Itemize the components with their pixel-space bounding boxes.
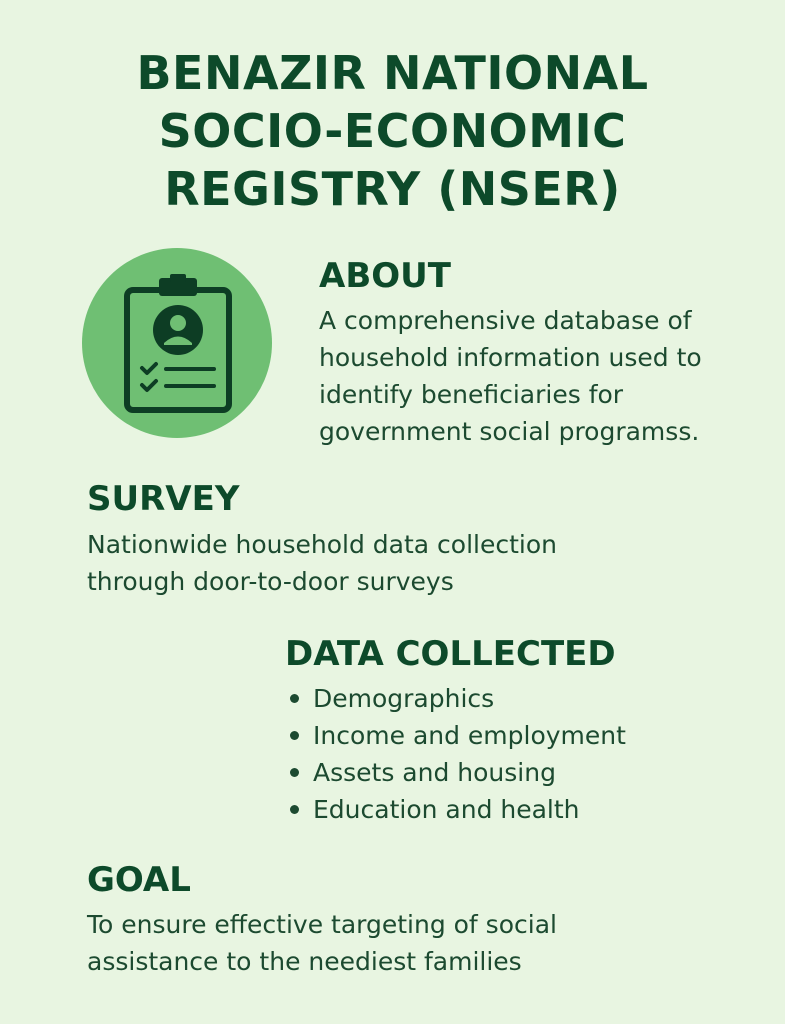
about-line: government social programss. — [319, 417, 700, 446]
profile-head — [170, 315, 186, 331]
title-line-1: BENAZIR NATIONAL — [136, 46, 649, 100]
survey-line: Nationwide household data collection — [87, 530, 557, 559]
title-line-2: SOCIO-ECONOMIC — [158, 104, 627, 158]
title-line-3: REGISTRY (NSER) — [164, 162, 621, 216]
goal-text — [87, 906, 557, 980]
about-line: identify beneficiaries for — [319, 380, 624, 409]
goal-heading: GOAL — [87, 860, 191, 900]
survey-heading: SURVEY — [87, 479, 240, 519]
list-item: Demographics — [287, 680, 626, 717]
checkmark-icon — [142, 381, 156, 390]
list-item: Education and health — [287, 791, 626, 828]
list-item: Assets and housing — [287, 754, 626, 791]
goal-line: assistance to the neediest families — [87, 947, 522, 976]
goal-line: To ensure effective targeting of social — [87, 910, 557, 939]
checkmark-icon — [142, 364, 156, 373]
about-line: A comprehensive database of — [319, 306, 692, 335]
about-line: household information used to — [319, 343, 702, 372]
survey-text — [87, 526, 557, 600]
data-collected-list — [287, 680, 626, 828]
survey-line: through door-to-door surveys — [87, 567, 454, 596]
clipboard-icon-graphic — [82, 248, 272, 438]
data-collected-heading: DATA COLLECTED — [285, 634, 616, 674]
page-title — [0, 44, 785, 218]
clipboard-profile-icon — [82, 248, 272, 438]
about-heading: ABOUT — [319, 256, 451, 296]
about-text — [319, 302, 702, 450]
list-item: Income and employment — [287, 717, 626, 754]
clipboard-clip-tab — [170, 274, 186, 282]
